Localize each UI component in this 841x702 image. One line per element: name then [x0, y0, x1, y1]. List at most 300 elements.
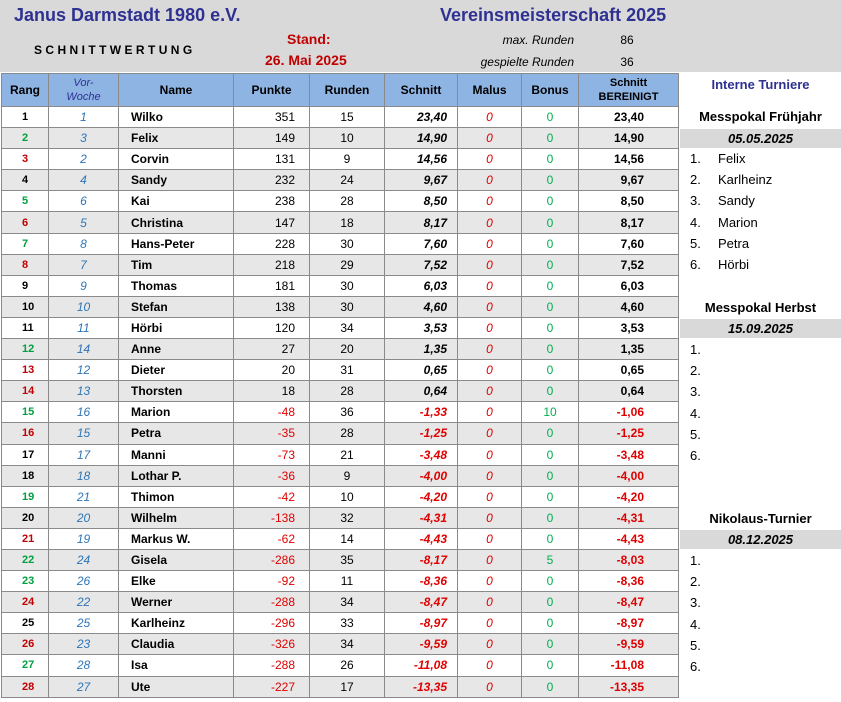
malus-cell: 0	[458, 444, 522, 465]
sidebar-tournaments	[680, 0, 841, 702]
page-title: Vereinsmeisterschaft 2025	[440, 5, 667, 25]
table-row[interactable]	[2, 402, 679, 423]
name-cell: Gisela	[119, 549, 234, 570]
vorwoche-cell: 12	[49, 360, 119, 381]
punkte-cell: 351	[234, 107, 310, 128]
rang-cell: 11	[2, 317, 49, 338]
table-row[interactable]	[2, 634, 679, 655]
bereinigt-cell: 4,60	[579, 296, 679, 317]
bereinigt-cell: -4,43	[579, 528, 679, 549]
rang-cell: 20	[2, 507, 49, 528]
punkte-cell: -227	[234, 676, 310, 697]
malus-cell: 0	[458, 233, 522, 254]
punkte-cell: -326	[234, 634, 310, 655]
runden-cell: 33	[310, 613, 385, 634]
malus-cell: 0	[458, 296, 522, 317]
tournament-date: 08.12.2025	[680, 530, 841, 549]
name-cell: Manni	[119, 444, 234, 465]
name-cell: Thorsten	[119, 381, 234, 402]
punkte-cell: -73	[234, 444, 310, 465]
bonus-cell: 0	[522, 275, 579, 296]
runden-cell: 18	[310, 212, 385, 233]
runden-cell: 30	[310, 296, 385, 317]
bereinigt-cell: -4,31	[579, 507, 679, 528]
bonus-cell: 0	[522, 634, 579, 655]
sidebar-heading: Interne Turniere	[711, 77, 810, 92]
bonus-cell: 0	[522, 676, 579, 697]
punkte-cell: 18	[234, 381, 310, 402]
table-row[interactable]	[2, 592, 679, 613]
rang-cell: 8	[2, 254, 49, 275]
schnitt-cell: 9,67	[385, 170, 458, 191]
runden-cell: 20	[310, 339, 385, 360]
tournament-name: Messpokal Herbst	[680, 297, 841, 319]
bonus-cell: 0	[522, 444, 579, 465]
name-cell: Hans-Peter	[119, 233, 234, 254]
result-item: 5.	[690, 637, 701, 653]
name-cell: Thomas	[119, 275, 234, 296]
malus-cell: 0	[458, 360, 522, 381]
vorwoche-cell: 28	[49, 655, 119, 676]
runden-cell: 36	[310, 402, 385, 423]
name-cell: Marion	[119, 402, 234, 423]
vorwoche-cell: 1	[49, 107, 119, 128]
vorwoche-cell: 13	[49, 381, 119, 402]
bonus-cell: 0	[522, 233, 579, 254]
table-row[interactable]	[2, 528, 679, 549]
table-row[interactable]	[2, 444, 679, 465]
bereinigt-cell: -8,36	[579, 571, 679, 592]
runden-cell: 9	[310, 149, 385, 170]
malus-cell: 0	[458, 149, 522, 170]
punkte-cell: 232	[234, 170, 310, 191]
bereinigt-cell: -4,00	[579, 465, 679, 486]
result-item: 4.	[690, 405, 701, 421]
vorwoche-cell: 17	[49, 444, 119, 465]
schnitt-cell: 14,90	[385, 128, 458, 149]
col-header-name[interactable]: Name	[119, 74, 234, 107]
runden-cell: 10	[310, 128, 385, 149]
malus-cell: 0	[458, 275, 522, 296]
table-row[interactable]	[2, 655, 679, 676]
result-item: 6.	[690, 447, 701, 463]
bereinigt-cell: -3,48	[579, 444, 679, 465]
malus-cell: 0	[458, 191, 522, 212]
schnitt-cell: 8,50	[385, 191, 458, 212]
bonus-cell: 0	[522, 381, 579, 402]
table-row[interactable]	[2, 360, 679, 381]
tournament-results	[690, 550, 718, 677]
table-row[interactable]	[2, 212, 679, 233]
name-cell: Kai	[119, 191, 234, 212]
schnitt-cell: 23,40	[385, 107, 458, 128]
rang-cell: 6	[2, 212, 49, 233]
result-item: 6.	[690, 658, 701, 674]
rang-cell: 19	[2, 486, 49, 507]
bonus-cell: 0	[522, 339, 579, 360]
table-row[interactable]	[2, 465, 679, 486]
name-cell: Felix	[119, 128, 234, 149]
vorwoche-cell: 23	[49, 634, 119, 655]
table-row[interactable]	[2, 676, 679, 697]
bonus-cell: 5	[522, 549, 579, 570]
col-header-rang[interactable]: Rang	[2, 74, 49, 107]
tournament-date: 05.05.2025	[680, 129, 841, 148]
runden-cell: 32	[310, 507, 385, 528]
schnitt-cell: 4,60	[385, 296, 458, 317]
table-row[interactable]	[2, 549, 679, 570]
schnitt-cell: -3,48	[385, 444, 458, 465]
punkte-cell: -36	[234, 465, 310, 486]
col-header-runden[interactable]: Runden	[310, 74, 385, 107]
bereinigt-cell: -1,06	[579, 402, 679, 423]
runden-cell: 34	[310, 634, 385, 655]
result-item: 4. Marion	[690, 214, 758, 230]
result-item: 1. Felix	[690, 151, 746, 166]
vorwoche-cell: 24	[49, 549, 119, 570]
schnitt-cell: -8,17	[385, 549, 458, 570]
runden-cell: 29	[310, 254, 385, 275]
schnitt-cell: -1,25	[385, 423, 458, 444]
bereinigt-cell: 6,03	[579, 275, 679, 296]
table-row[interactable]	[2, 254, 679, 275]
bonus-cell: 0	[522, 360, 579, 381]
rang-cell: 3	[2, 149, 49, 170]
vorwoche-cell: 15	[49, 423, 119, 444]
bereinigt-cell: 0,65	[579, 360, 679, 381]
punkte-cell: -92	[234, 571, 310, 592]
malus-cell: 0	[458, 170, 522, 191]
malus-cell: 0	[458, 423, 522, 444]
col-header-vorwoche-label: Vor-Woche	[66, 77, 101, 103]
bonus-cell: 0	[522, 465, 579, 486]
runden-cell: 30	[310, 233, 385, 254]
malus-cell: 0	[458, 402, 522, 423]
name-cell: Wilko	[119, 107, 234, 128]
punkte-cell: -35	[234, 423, 310, 444]
col-header-bonus[interactable]: Bonus	[522, 74, 579, 107]
bereinigt-cell: -11,08	[579, 655, 679, 676]
table-row[interactable]	[2, 571, 679, 592]
runden-cell: 15	[310, 107, 385, 128]
punkte-cell: -288	[234, 592, 310, 613]
malus-cell: 0	[458, 339, 522, 360]
name-cell: Karlheinz	[119, 613, 234, 634]
malus-cell: 0	[458, 107, 522, 128]
punkte-cell: 20	[234, 360, 310, 381]
result-item: 5. Petra	[690, 235, 750, 251]
rang-cell: 15	[2, 402, 49, 423]
runden-cell: 21	[310, 444, 385, 465]
punkte-cell: 149	[234, 128, 310, 149]
stand-date: 26. Mai 2025	[265, 52, 347, 68]
name-cell: Stefan	[119, 296, 234, 317]
bonus-cell: 0	[522, 170, 579, 191]
ranking-table	[1, 73, 679, 698]
name-cell: Dieter	[119, 360, 234, 381]
runden-cell: 10	[310, 486, 385, 507]
runden-cell: 28	[310, 191, 385, 212]
malus-cell: 0	[458, 655, 522, 676]
vorwoche-cell: 18	[49, 465, 119, 486]
vorwoche-cell: 3	[49, 128, 119, 149]
rang-cell: 4	[2, 170, 49, 191]
vorwoche-cell: 14	[49, 339, 119, 360]
malus-cell: 0	[458, 128, 522, 149]
vorwoche-cell: 16	[49, 402, 119, 423]
result-item: 5.	[690, 426, 701, 442]
schnitt-cell: -8,36	[385, 571, 458, 592]
runden-cell: 14	[310, 528, 385, 549]
table-row[interactable]	[2, 507, 679, 528]
malus-cell: 0	[458, 592, 522, 613]
runden-cell: 35	[310, 549, 385, 570]
malus-cell: 0	[458, 317, 522, 338]
schnitt-cell: -4,43	[385, 528, 458, 549]
name-cell: Petra	[119, 423, 234, 444]
rang-cell: 2	[2, 128, 49, 149]
bereinigt-cell: 3,53	[579, 317, 679, 338]
vorwoche-cell: 2	[49, 149, 119, 170]
rang-cell: 18	[2, 465, 49, 486]
rang-cell: 25	[2, 613, 49, 634]
stand-label: Stand:	[287, 31, 331, 47]
bonus-cell: 0	[522, 528, 579, 549]
table-row[interactable]	[2, 317, 679, 338]
rang-cell: 7	[2, 233, 49, 254]
schnitt-cell: 7,60	[385, 233, 458, 254]
bereinigt-cell: 7,52	[579, 254, 679, 275]
name-cell: Werner	[119, 592, 234, 613]
bereinigt-cell: -9,59	[579, 634, 679, 655]
rang-cell: 14	[2, 381, 49, 402]
vorwoche-cell: 11	[49, 317, 119, 338]
bereinigt-cell: 1,35	[579, 339, 679, 360]
name-cell: Ute	[119, 676, 234, 697]
schnitt-cell: 14,56	[385, 149, 458, 170]
punkte-cell: -48	[234, 402, 310, 423]
bonus-cell: 0	[522, 655, 579, 676]
punkte-cell: 147	[234, 212, 310, 233]
rang-cell: 28	[2, 676, 49, 697]
max-rounds-label: max. Runden	[502, 33, 574, 47]
punkte-cell: 181	[234, 275, 310, 296]
schnitt-cell: -1,33	[385, 402, 458, 423]
punkte-cell: 228	[234, 233, 310, 254]
rang-cell: 1	[2, 107, 49, 128]
name-cell: Anne	[119, 339, 234, 360]
table-row[interactable]	[2, 423, 679, 444]
punkte-cell: 218	[234, 254, 310, 275]
rang-cell: 26	[2, 634, 49, 655]
bereinigt-cell: 0,64	[579, 381, 679, 402]
col-header-schnitt[interactable]: Schnitt	[385, 74, 458, 107]
schnitt-cell: -4,31	[385, 507, 458, 528]
runden-cell: 11	[310, 571, 385, 592]
punkte-cell: 131	[234, 149, 310, 170]
rang-cell: 5	[2, 191, 49, 212]
rang-cell: 27	[2, 655, 49, 676]
punkte-cell: -288	[234, 655, 310, 676]
bonus-cell: 0	[522, 571, 579, 592]
bereinigt-cell: -4,20	[579, 486, 679, 507]
rang-cell: 21	[2, 528, 49, 549]
bonus-cell: 0	[522, 317, 579, 338]
table-header-row	[2, 74, 679, 107]
name-cell: Claudia	[119, 634, 234, 655]
vorwoche-cell: 25	[49, 613, 119, 634]
bereinigt-cell: -8,03	[579, 549, 679, 570]
bonus-cell: 0	[522, 128, 579, 149]
table-row[interactable]	[2, 233, 679, 254]
punkte-cell: 120	[234, 317, 310, 338]
rang-cell: 22	[2, 549, 49, 570]
vorwoche-cell: 10	[49, 296, 119, 317]
malus-cell: 0	[458, 676, 522, 697]
bereinigt-cell: -8,97	[579, 613, 679, 634]
malus-cell: 0	[458, 465, 522, 486]
result-item: 6. Hörbi	[690, 256, 750, 272]
name-cell: Lothar P.	[119, 465, 234, 486]
result-item: 3.	[690, 595, 701, 611]
played-rounds-value: 36	[620, 55, 634, 69]
schnitt-cell: -8,97	[385, 613, 458, 634]
table-row[interactable]	[2, 339, 679, 360]
bonus-cell: 0	[522, 296, 579, 317]
tournament-results	[690, 148, 772, 275]
bonus-cell: 0	[522, 149, 579, 170]
schnitt-cell: -4,00	[385, 465, 458, 486]
result-item: 3. Sandy	[690, 193, 755, 209]
malus-cell: 0	[458, 381, 522, 402]
table-row[interactable]	[2, 486, 679, 507]
name-cell: Wilhelm	[119, 507, 234, 528]
club-name: Janus Darmstadt 1980 e.V.	[14, 5, 241, 25]
rang-cell: 24	[2, 592, 49, 613]
name-cell: Thimon	[119, 486, 234, 507]
sheet-header	[0, 0, 680, 72]
rang-cell: 10	[2, 296, 49, 317]
punkte-cell: 238	[234, 191, 310, 212]
malus-cell: 0	[458, 507, 522, 528]
bonus-cell: 0	[522, 592, 579, 613]
max-rounds-value: 86	[620, 33, 634, 47]
name-cell: Isa	[119, 655, 234, 676]
punkte-cell: 27	[234, 339, 310, 360]
malus-cell: 0	[458, 528, 522, 549]
table-row[interactable]	[2, 613, 679, 634]
table-row[interactable]	[2, 296, 679, 317]
bonus-cell: 0	[522, 212, 579, 233]
schnitt-cell: 1,35	[385, 339, 458, 360]
schnitt-cell: -8,47	[385, 592, 458, 613]
malus-cell: 0	[458, 549, 522, 570]
vorwoche-cell: 22	[49, 592, 119, 613]
vorwoche-cell: 4	[49, 170, 119, 191]
bonus-cell: 0	[522, 423, 579, 444]
vorwoche-cell: 21	[49, 486, 119, 507]
malus-cell: 0	[458, 254, 522, 275]
col-header-malus[interactable]: Malus	[458, 74, 522, 107]
schnitt-cell: 7,52	[385, 254, 458, 275]
bonus-cell: 0	[522, 613, 579, 634]
runden-cell: 30	[310, 275, 385, 296]
malus-cell: 0	[458, 486, 522, 507]
table-row[interactable]	[2, 275, 679, 296]
table-row[interactable]	[2, 191, 679, 212]
punkte-cell: -296	[234, 613, 310, 634]
bonus-cell: 0	[522, 486, 579, 507]
punkte-cell: -286	[234, 549, 310, 570]
name-cell: Corvin	[119, 149, 234, 170]
bereinigt-cell: -1,25	[579, 423, 679, 444]
col-header-punkte[interactable]: Punkte	[234, 74, 310, 107]
sidebar-header-fill	[680, 0, 841, 72]
result-item: 1.	[690, 553, 701, 568]
runden-cell: 17	[310, 676, 385, 697]
malus-cell: 0	[458, 571, 522, 592]
vorwoche-cell: 5	[49, 212, 119, 233]
vorwoche-cell: 6	[49, 191, 119, 212]
bereinigt-cell: 9,67	[579, 170, 679, 191]
col-header-schnitt-bereinigt[interactable]	[579, 74, 679, 107]
malus-cell: 0	[458, 613, 522, 634]
vorwoche-cell: 8	[49, 233, 119, 254]
vorwoche-cell: 20	[49, 507, 119, 528]
schnitt-cell: 8,17	[385, 212, 458, 233]
played-rounds-label: gespielte Runden	[480, 55, 574, 69]
table-row[interactable]	[2, 107, 679, 128]
rang-cell: 17	[2, 444, 49, 465]
runden-cell: 24	[310, 170, 385, 191]
name-cell: Markus W.	[119, 528, 234, 549]
result-item: 3.	[690, 384, 701, 400]
bereinigt-cell: -13,35	[579, 676, 679, 697]
table-row[interactable]	[2, 170, 679, 191]
bonus-cell: 0	[522, 254, 579, 275]
table-row[interactable]	[2, 149, 679, 170]
rang-cell: 23	[2, 571, 49, 592]
tournament-date: 15.09.2025	[680, 319, 841, 338]
tournament-name: Nikolaus-Turnier	[680, 508, 841, 530]
schnitt-cell: -4,20	[385, 486, 458, 507]
punkte-cell: -138	[234, 507, 310, 528]
vorwoche-cell: 27	[49, 676, 119, 697]
runden-cell: 34	[310, 592, 385, 613]
vorwoche-cell: 9	[49, 275, 119, 296]
name-cell: Sandy	[119, 170, 234, 191]
schnitt-cell: -13,35	[385, 676, 458, 697]
table-row[interactable]	[2, 381, 679, 402]
bereinigt-cell: 7,60	[579, 233, 679, 254]
malus-cell: 0	[458, 212, 522, 233]
runden-cell: 26	[310, 655, 385, 676]
rang-cell: 9	[2, 275, 49, 296]
vorwoche-cell: 19	[49, 528, 119, 549]
name-cell: Tim	[119, 254, 234, 275]
rang-cell: 13	[2, 360, 49, 381]
table-row[interactable]	[2, 128, 679, 149]
bonus-cell: 0	[522, 507, 579, 528]
rang-cell: 16	[2, 423, 49, 444]
schnitt-cell: 0,64	[385, 381, 458, 402]
tournament-results	[690, 339, 718, 466]
bereinigt-cell: 8,17	[579, 212, 679, 233]
result-item: 2.	[690, 363, 701, 379]
runden-cell: 31	[310, 360, 385, 381]
col-header-vorwoche[interactable]	[49, 74, 119, 107]
result-item: 1.	[690, 342, 701, 357]
